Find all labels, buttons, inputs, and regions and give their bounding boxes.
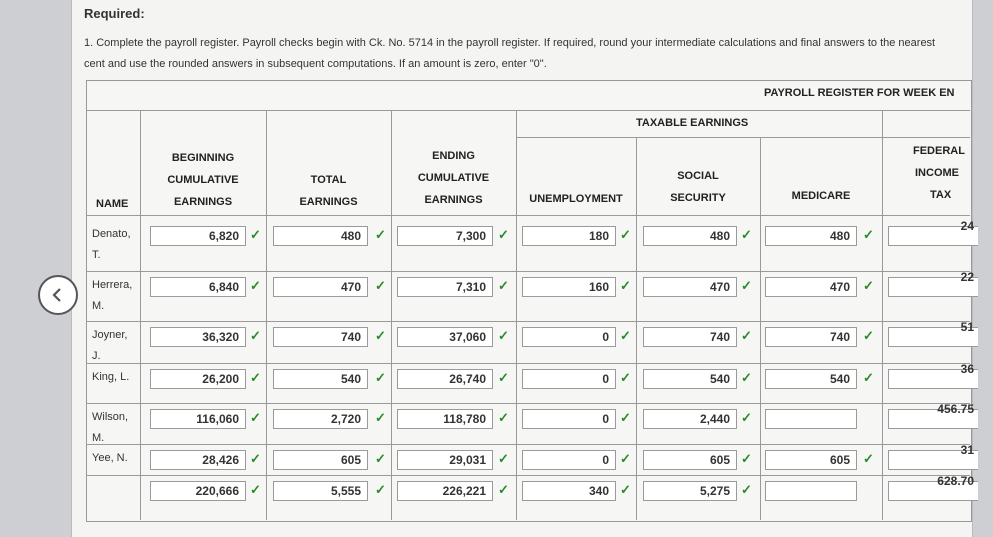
total-input[interactable]: 5,555 [273, 481, 368, 501]
total-input[interactable]: 470 [273, 277, 368, 297]
federal-income-tax-input[interactable] [888, 474, 978, 501]
federal-income-tax-value: 628.70 [937, 474, 974, 488]
register-title: PAYROLL REGISTER FOR WEEK EN [764, 87, 955, 99]
correct-check-icon: ✓ [250, 328, 261, 343]
previous-button[interactable] [38, 275, 78, 315]
unemployment-input[interactable]: 0 [522, 327, 616, 347]
correct-check-icon: ✓ [620, 410, 631, 425]
employee-name-line: Denato, [92, 228, 131, 240]
correct-check-icon: ✓ [741, 410, 752, 425]
federal-income-tax-value: 31 [960, 443, 974, 457]
header-social-security: SOCIAL SECURITY [670, 170, 726, 204]
correct-check-icon: ✓ [741, 451, 752, 466]
correct-check-icon: ✓ [620, 451, 631, 466]
medicare-input[interactable]: 605 [765, 450, 857, 470]
medicare-input[interactable] [765, 409, 857, 429]
correct-check-icon: ✓ [498, 451, 509, 466]
correct-check-icon: ✓ [250, 278, 261, 293]
beginning-input[interactable]: 6,840 [150, 277, 246, 297]
total-input[interactable]: 2,720 [273, 409, 368, 429]
federal-income-tax-input[interactable] [888, 362, 978, 389]
medicare-input[interactable]: 480 [765, 226, 857, 246]
correct-check-icon: ✓ [375, 278, 386, 293]
ending-input[interactable]: 226,221 [397, 481, 493, 501]
unemployment-input[interactable]: 0 [522, 409, 616, 429]
correct-check-icon: ✓ [250, 410, 261, 425]
employee-name-line: J. [92, 350, 101, 362]
ending-input[interactable]: 7,300 [397, 226, 493, 246]
federal-income-tax-value: 22 [960, 270, 974, 284]
header-total-earnings: TOTAL EARNINGS [299, 174, 358, 208]
taxable-earnings-header: TAXABLE EARNINGS [636, 117, 749, 129]
beginning-input[interactable]: 220,666 [150, 481, 246, 501]
federal-income-tax-value: 456.75 [937, 402, 974, 416]
total-input[interactable]: 740 [273, 327, 368, 347]
ending-input[interactable]: 26,740 [397, 369, 493, 389]
employee-name-line: T. [92, 249, 101, 261]
correct-check-icon: ✓ [863, 370, 874, 385]
correct-check-icon: ✓ [498, 410, 509, 425]
grid-line [86, 444, 970, 445]
unemployment-input[interactable]: 180 [522, 226, 616, 246]
total-input[interactable]: 480 [273, 226, 368, 246]
correct-check-icon: ✓ [863, 451, 874, 466]
correct-check-icon: ✓ [741, 370, 752, 385]
social-input[interactable]: 2,440 [643, 409, 737, 429]
federal-income-tax-input[interactable] [888, 443, 978, 470]
correct-check-icon: ✓ [498, 370, 509, 385]
employee-name-line: Herrera, [92, 279, 133, 291]
correct-check-icon: ✓ [375, 328, 386, 343]
grid-line [86, 110, 970, 111]
correct-check-icon: ✓ [620, 370, 631, 385]
unemployment-input[interactable]: 160 [522, 277, 616, 297]
social-input[interactable]: 5,275 [643, 481, 737, 501]
employee-name [92, 448, 142, 469]
employee-name-line: Joyner, [92, 329, 128, 341]
required-label: Required: [84, 6, 145, 21]
unemployment-input[interactable]: 0 [522, 450, 616, 470]
employee-name [92, 407, 142, 449]
social-input[interactable]: 470 [643, 277, 737, 297]
grid-line [86, 403, 970, 404]
social-input[interactable]: 540 [643, 369, 737, 389]
correct-check-icon: ✓ [250, 370, 261, 385]
correct-check-icon: ✓ [375, 482, 386, 497]
chevron-left-icon [50, 287, 66, 303]
unemployment-input[interactable]: 0 [522, 369, 616, 389]
header-federal-income-tax: FEDERAL INCOME TAX [913, 145, 965, 201]
correct-check-icon: ✓ [741, 227, 752, 242]
social-input[interactable]: 740 [643, 327, 737, 347]
employee-name [92, 367, 142, 388]
total-input[interactable]: 540 [273, 369, 368, 389]
correct-check-icon: ✓ [250, 227, 261, 242]
correct-check-icon: ✓ [375, 370, 386, 385]
grid-line [516, 137, 970, 138]
employee-name-line: King, L. [92, 371, 130, 383]
beginning-input[interactable]: 28,426 [150, 450, 246, 470]
correct-check-icon: ✓ [250, 451, 261, 466]
correct-check-icon: ✓ [375, 410, 386, 425]
employee-name-line: Yee, N. [92, 452, 128, 464]
ending-input[interactable]: 29,031 [397, 450, 493, 470]
federal-income-tax-input[interactable] [888, 320, 978, 347]
correct-check-icon: ✓ [863, 328, 874, 343]
header-medicare: MEDICARE [791, 190, 851, 202]
employee-name-line: M. [92, 300, 105, 312]
ending-input[interactable]: 118,780 [397, 409, 493, 429]
beginning-input[interactable]: 36,320 [150, 327, 246, 347]
beginning-input[interactable]: 6,820 [150, 226, 246, 246]
header-beginning: BEGINNING CUMULATIVE EARNINGS [167, 152, 239, 208]
correct-check-icon: ✓ [741, 278, 752, 293]
grid-line [86, 321, 970, 322]
correct-check-icon: ✓ [620, 278, 631, 293]
grid-line [86, 271, 970, 272]
employee-name [92, 325, 142, 367]
federal-income-tax-input[interactable] [888, 402, 978, 429]
correct-check-icon: ✓ [498, 278, 509, 293]
federal-income-tax-value: 51 [960, 320, 974, 334]
correct-check-icon: ✓ [620, 482, 631, 497]
employee-name-line: M. [92, 432, 105, 444]
header-name: NAME [96, 198, 129, 210]
employee-name [92, 224, 142, 266]
beginning-input[interactable]: 26,200 [150, 369, 246, 389]
correct-check-icon: ✓ [620, 328, 631, 343]
correct-check-icon: ✓ [498, 328, 509, 343]
social-input[interactable]: 480 [643, 226, 737, 246]
grid-line [86, 363, 970, 364]
unemployment-input[interactable]: 340 [522, 481, 616, 501]
ending-input[interactable]: 37,060 [397, 327, 493, 347]
employee-name [92, 275, 142, 317]
correct-check-icon: ✓ [375, 227, 386, 242]
federal-income-tax-input[interactable] [888, 270, 978, 297]
correct-check-icon: ✓ [620, 227, 631, 242]
correct-check-icon: ✓ [498, 482, 509, 497]
grid-line [86, 475, 970, 476]
question-text: 1. Complete the payroll register. Payroll checks begin with Ck. No. 5714 in the payroll register. If required, round your intermediate calculations and final answers to the nearest cent and use the rounded answers in subsequent computations. If an amount is zero, enter "0". [84, 37, 936, 70]
medicare-input[interactable] [765, 481, 857, 501]
header-ending: ENDING CUMULATIVE EARNINGS [417, 150, 490, 206]
medicare-input[interactable]: 740 [765, 327, 857, 347]
correct-check-icon: ✓ [863, 278, 874, 293]
correct-check-icon: ✓ [498, 227, 509, 242]
correct-check-icon: ✓ [375, 451, 386, 466]
federal-income-tax-value: 24 [960, 219, 974, 233]
header-unemployment: UNEMPLOYMENT [529, 193, 623, 205]
social-input[interactable]: 605 [643, 450, 737, 470]
correct-check-icon: ✓ [741, 328, 752, 343]
beginning-input[interactable]: 116,060 [150, 409, 246, 429]
medicare-input[interactable]: 470 [765, 277, 857, 297]
grid-line [86, 215, 970, 216]
correct-check-icon: ✓ [863, 227, 874, 242]
correct-check-icon: ✓ [250, 482, 261, 497]
grid-line [882, 110, 883, 520]
medicare-input[interactable]: 540 [765, 369, 857, 389]
total-input[interactable]: 605 [273, 450, 368, 470]
grid-line [516, 110, 517, 520]
ending-input[interactable]: 7,310 [397, 277, 493, 297]
federal-income-tax-input[interactable] [888, 219, 978, 246]
employee-name-line: Wilson, [92, 411, 129, 423]
federal-income-tax-value: 36 [960, 362, 974, 376]
correct-check-icon: ✓ [741, 482, 752, 497]
